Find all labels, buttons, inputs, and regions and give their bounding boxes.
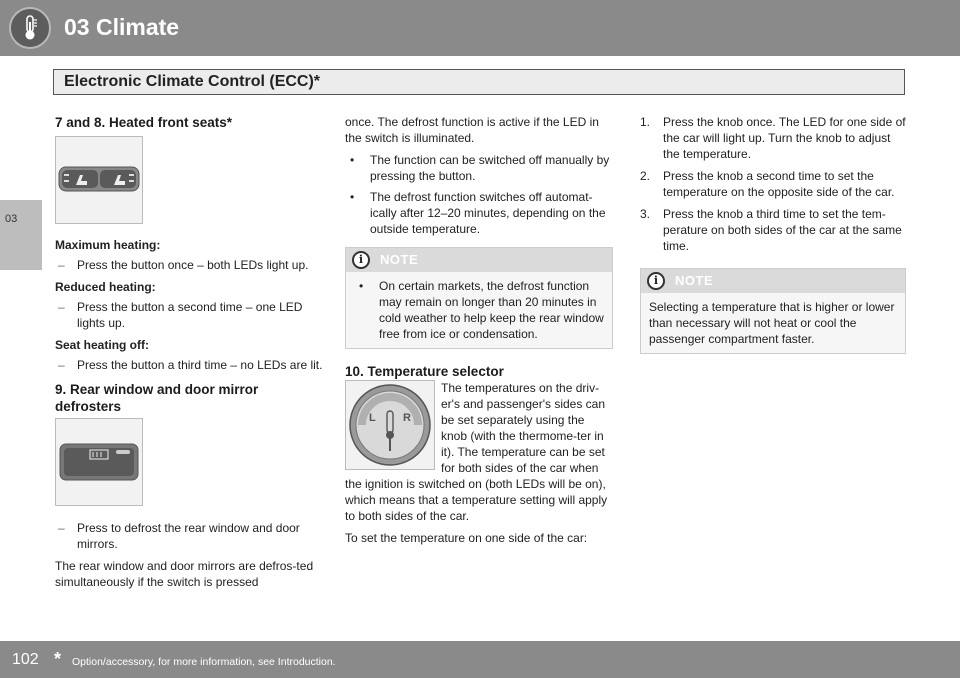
list-item: 2. Press the knob a second time to set the temperature on the opposite side of the car. bbox=[640, 169, 895, 199]
list-item: • On certain markets, the defrost function may remain on longer than 20 minutes in cold weather to help keep the rear window free from ice or condensation. bbox=[359, 279, 604, 341]
label-seat-heating-off: Seat heating off: bbox=[55, 338, 150, 352]
list-item: – Press the button once – both LEDs light up. bbox=[58, 258, 309, 272]
defrost-paragraph: The rear window and door mirrors are defros-ted simultaneously if the switch is pressed bbox=[55, 559, 314, 589]
temperature-knob-icon bbox=[346, 381, 434, 469]
svg-text:R: R bbox=[403, 412, 411, 424]
heading-rear-defrosters: 9. Rear window and door mirror defrosters bbox=[55, 382, 259, 414]
note-title: NOTE bbox=[380, 252, 419, 267]
side-tab-label: 03 bbox=[5, 213, 18, 225]
page-number: 102 bbox=[12, 651, 39, 668]
chapter-side-tab[interactable] bbox=[0, 200, 42, 270]
list-item: 1. Press the knob once. The LED for one side of the car will light up. Turn the knob to adjust the temperature. bbox=[640, 115, 906, 161]
svg-text:L: L bbox=[369, 412, 376, 424]
chapter-header-bar bbox=[0, 0, 960, 56]
column-left bbox=[55, 114, 323, 596]
chapter-title: 03 Climate bbox=[64, 14, 180, 40]
note-title: NOTE bbox=[675, 273, 714, 288]
temperature-one-side-paragraph: To set the temperature on one side of the car: bbox=[345, 531, 588, 545]
note-box bbox=[345, 247, 613, 349]
seat-heating-buttons-image bbox=[55, 136, 143, 224]
note-header bbox=[346, 248, 612, 272]
note-text: Selecting a temperature that is higher or lower than necessary will not heat or cool the passenger compartment faster. bbox=[649, 300, 895, 346]
page-footer bbox=[0, 641, 960, 678]
info-icon: i bbox=[647, 272, 665, 290]
footer-star: * bbox=[54, 649, 62, 669]
footer-note: Option/accessory, for more information, see Introduction. bbox=[72, 656, 336, 668]
list-item: • The function can be switched off manually by pressing the button. bbox=[350, 153, 610, 183]
note-header bbox=[641, 269, 905, 293]
temperature-text-block bbox=[345, 380, 613, 524]
temperature-knob-image bbox=[345, 380, 435, 470]
thermometer-icon bbox=[9, 7, 51, 49]
list-item: – Press to defrost the rear window and door mirrors. bbox=[58, 521, 300, 551]
defrost-paragraph-continued: once. The defrost function is active if the LED in the switch is illuminated. bbox=[345, 115, 599, 145]
section-title-box bbox=[53, 69, 905, 95]
note-box bbox=[640, 268, 906, 354]
temperature-paragraph: The temperatures on the driv-er's and passenger's sides can be set separately using the knob (with the thermome-ter in it). The temperature can be set for both sides of the car when the ignition is switched on (both LEDs will be on), which means that a temperature setting will apply to both sides of the car. bbox=[345, 381, 608, 523]
list-item: – Press the button a second time – one LED lights up. bbox=[58, 300, 303, 330]
seat-heater-icon bbox=[56, 137, 142, 223]
heading-temperature-selector: 10. Temperature selector bbox=[345, 364, 504, 379]
column-right bbox=[640, 114, 906, 368]
label-reduced-heating: Reduced heating: bbox=[55, 280, 156, 294]
list-item: • The defrost function switches off automat-ically after 12–20 minutes, depending on the outside temperature. bbox=[350, 190, 606, 236]
info-icon: i bbox=[352, 251, 370, 269]
rear-defroster-button-image bbox=[55, 418, 143, 506]
section-title: Electronic Climate Control (ECC)* bbox=[64, 73, 321, 90]
column-middle bbox=[345, 114, 613, 552]
heading-heated-seats: 7 and 8. Heated front seats* bbox=[55, 115, 233, 130]
label-max-heating: Maximum heating: bbox=[55, 238, 161, 252]
list-item: 3. Press the knob a third time to set the tem-perature on both sides of the car at the same time. bbox=[640, 207, 902, 253]
rear-defrost-icon bbox=[56, 419, 142, 505]
list-item: – Press the button a third time – no LEDs are lit. bbox=[58, 358, 323, 372]
